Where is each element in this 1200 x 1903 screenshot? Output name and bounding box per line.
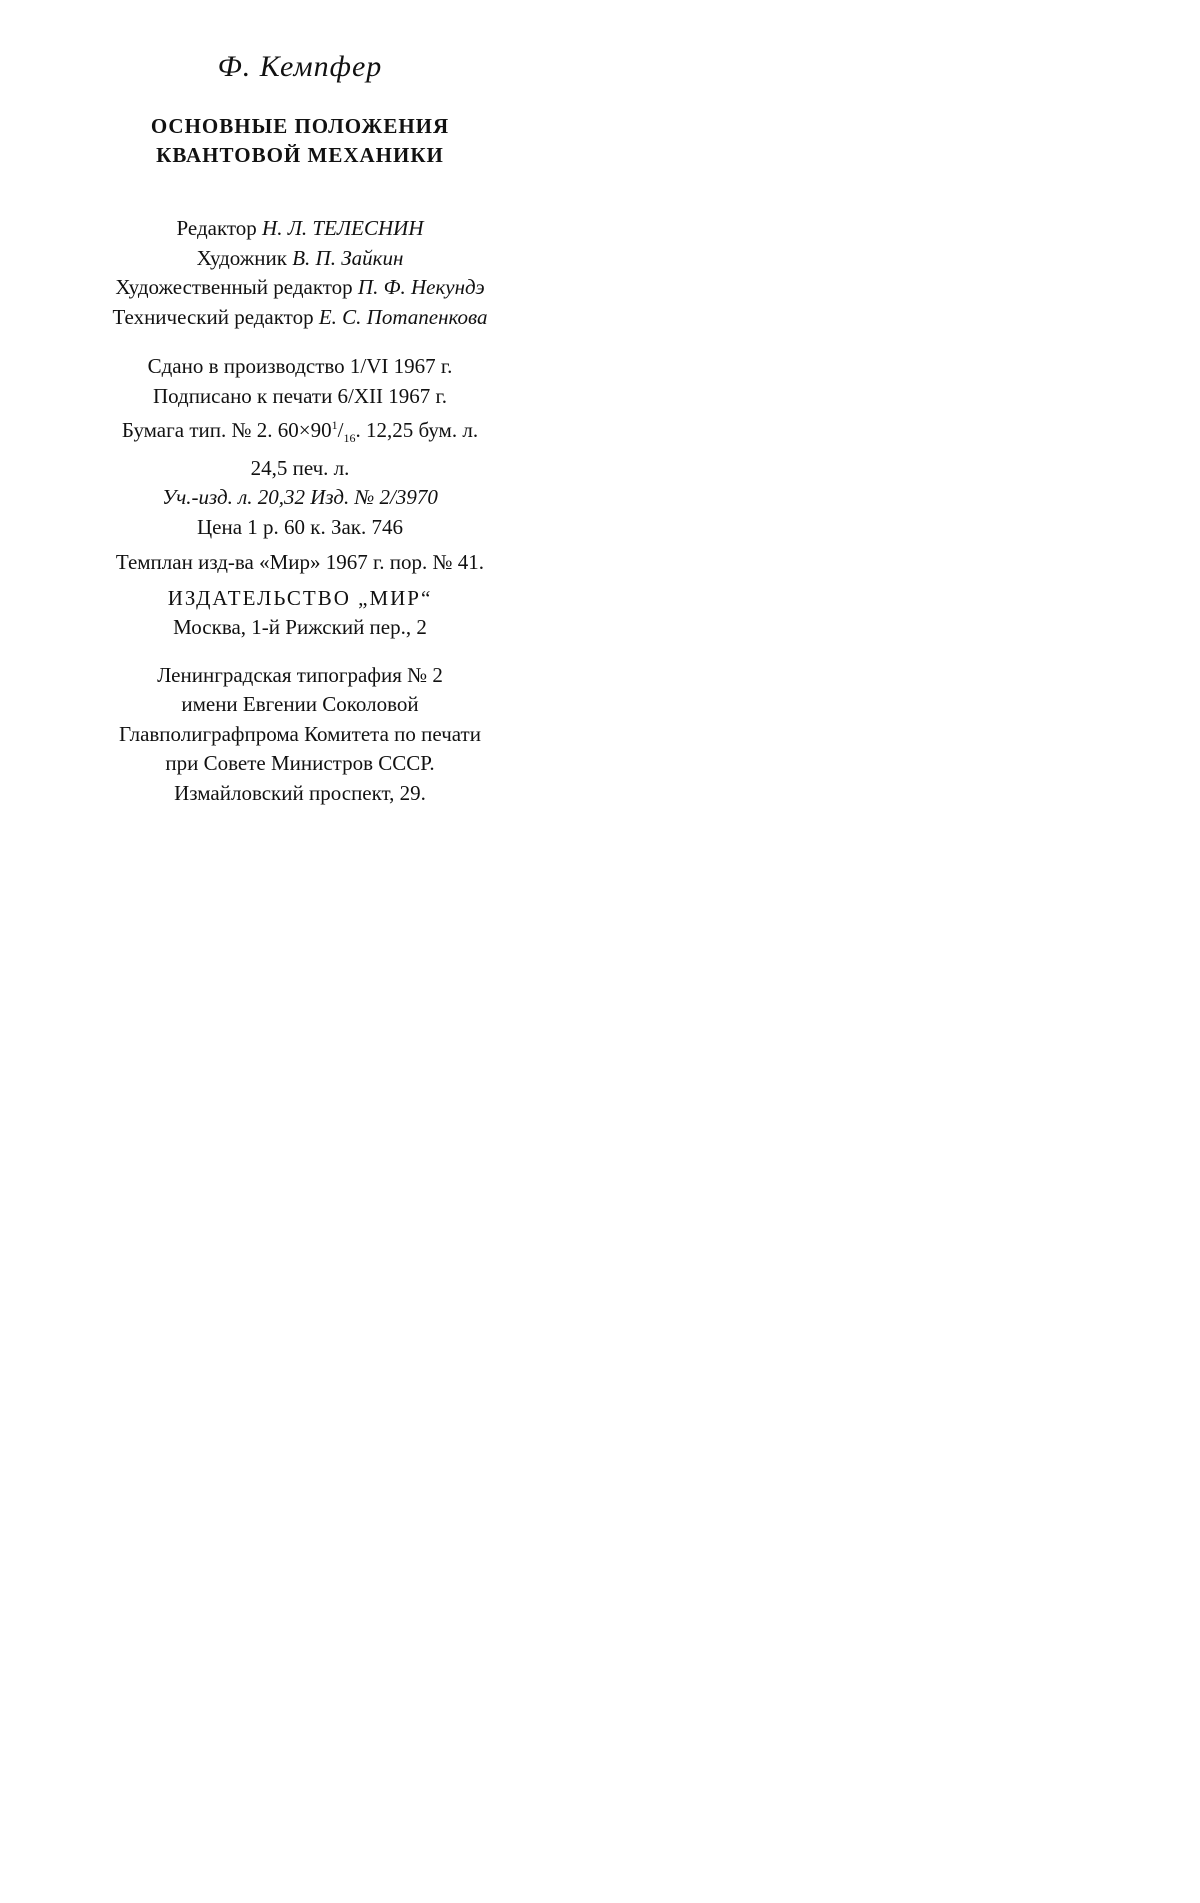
book-title-line-1: ОСНОВНЫЕ ПОЛОЖЕНИЯ <box>150 114 450 138</box>
credit-tech-editor <box>0 303 600 333</box>
publisher-name: ИЗДАТЕЛЬСТВО „МИР“ <box>167 585 433 610</box>
credit-person: В. П. Зайкин <box>292 245 404 270</box>
submitted-date: Сдано в производство 1/VI 1967 г. <box>147 354 453 378</box>
printer-line: Главполиграфпрома Комитета по печати <box>119 721 481 746</box>
credit-role: Художник <box>196 245 287 270</box>
publisher-address: Москва, 1-й Рижский пер., 2 <box>173 615 427 640</box>
credit-person: Н. Л. ТЕЛЕСНИН <box>262 216 424 240</box>
credits <box>0 214 600 332</box>
paper-format-sheets: . 12,25 бум. л. <box>355 418 479 442</box>
edition-info: Уч.-изд. л. 20,32 Изд. № 2/3970 <box>162 485 438 510</box>
credit-editor <box>0 214 600 244</box>
printer-line: при Совете Министров СССР. <box>165 751 435 776</box>
price-order: Цена 1 р. 60 к. Зак. 746 <box>196 514 404 539</box>
printer-line: имени Евгении Соколовой <box>181 692 419 717</box>
credit-person: Е. С. Потапенкова <box>318 304 488 329</box>
credit-role: Редактор <box>176 216 257 240</box>
paper-format: Бумага тип. № 2. $60\times 90^1/_{16}$. 12,25 бум. л. <box>121 418 479 446</box>
paper-format-fraction-denominator: 16 <box>343 431 356 446</box>
publication-plan: Темплан изд-ва «Мир» 1967 г. пор. № 41. <box>115 550 485 575</box>
printer-info <box>0 661 600 809</box>
printer-line: Ленинградская типография № 2 <box>157 662 443 687</box>
paper-format-main: Бумага тип. № 2. 60×90 <box>121 418 332 442</box>
printed-sheets: 24,5 печ. л. <box>250 455 350 480</box>
author-name: Ф. Кемпфер <box>217 50 383 83</box>
credit-role: Художественный редактор <box>115 275 353 299</box>
colophon-block <box>0 50 600 808</box>
credit-art-editor <box>0 273 600 303</box>
printer-line: Измайловский проспект, 29. <box>174 780 426 805</box>
book-title-line-2: КВАНТОВОЙ МЕХАНИКИ <box>156 143 444 167</box>
credit-person: П. Ф. Некундэ <box>357 275 485 299</box>
paper-format-fraction-numerator: 1 <box>331 418 338 432</box>
book-title <box>0 112 600 170</box>
signed-date: Подписано к печати 6/XII 1967 г. <box>152 383 448 408</box>
credit-role: Технический редактор <box>112 304 314 329</box>
credit-artist <box>0 244 600 274</box>
print-details <box>0 352 600 542</box>
